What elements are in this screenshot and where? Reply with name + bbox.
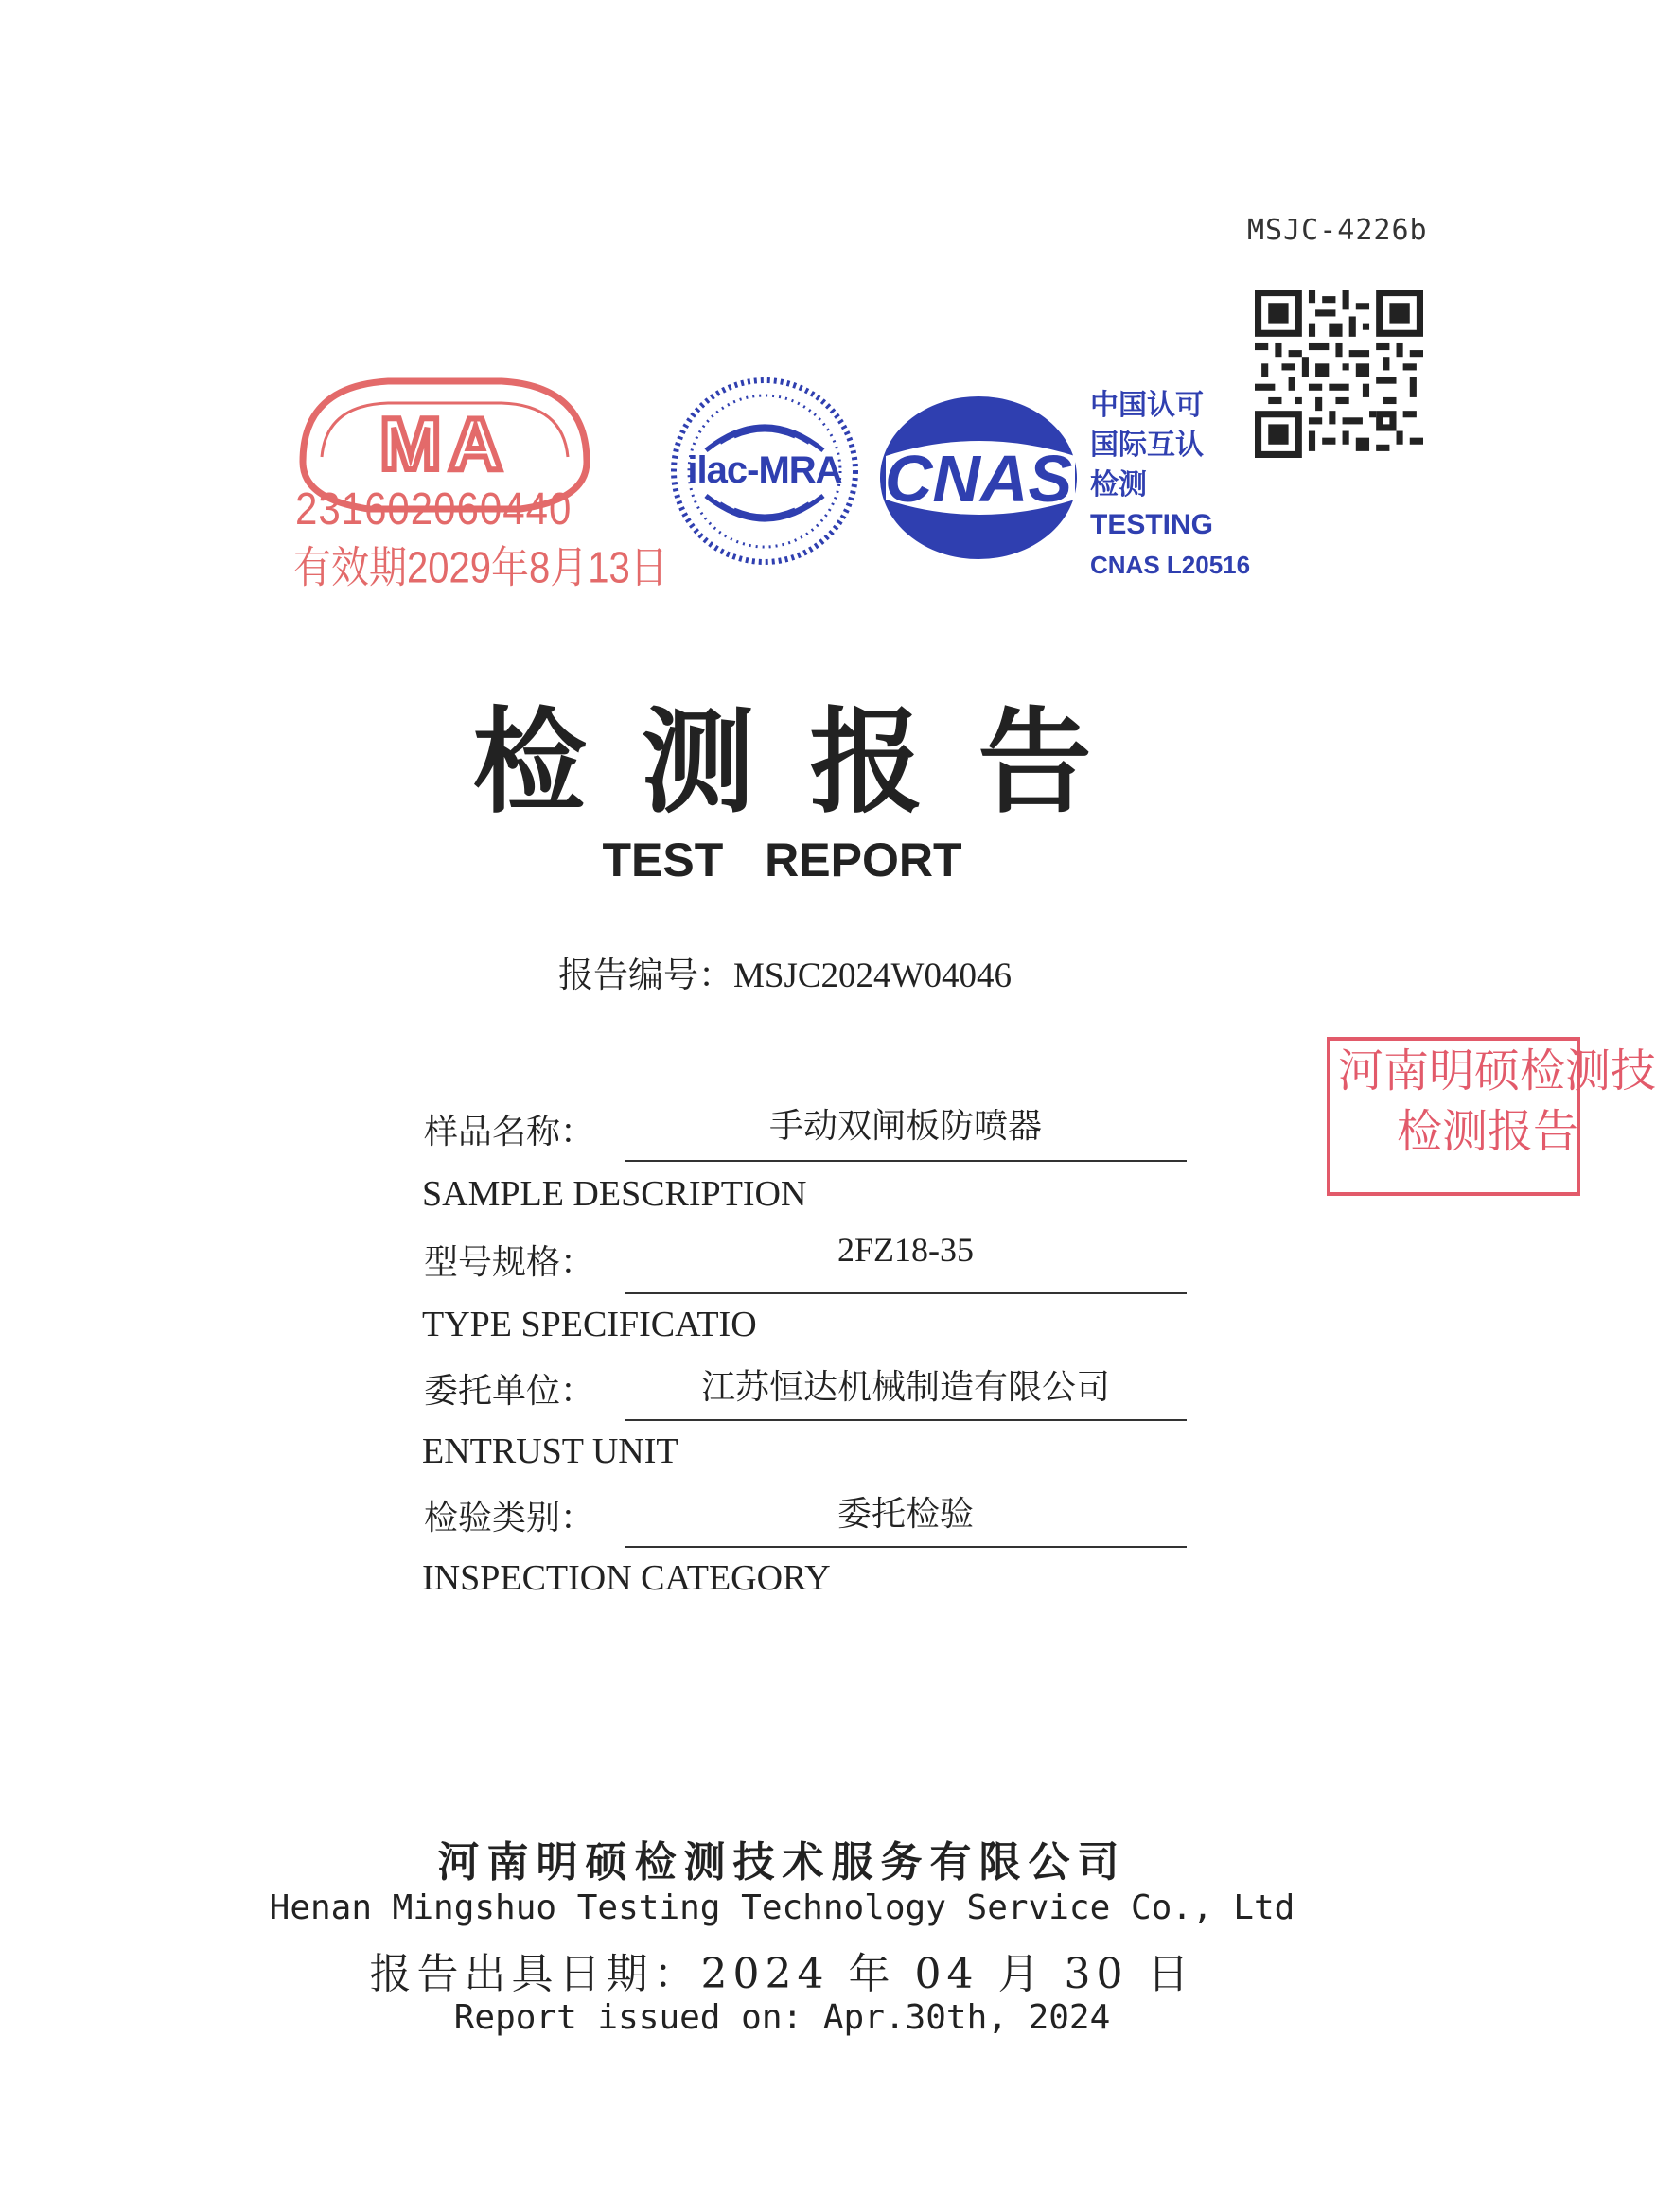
ilac-mra-logo (668, 375, 861, 568)
field-type-spec-label-en: TYPE SPECIFICATIO (422, 1305, 757, 1344)
report-number-label: 报告编号： (558, 955, 733, 995)
report-title-en: TEST REPORT (602, 834, 962, 887)
ma-logo-text: MA (379, 402, 510, 485)
cnas-line-4: TESTING (1090, 509, 1214, 540)
field-entrust-unit-label-en: ENTRUST UNIT (422, 1431, 678, 1471)
issuer-company-en: Henan Mingshuo Testing Technology Service Co., Ltd (269, 1888, 1295, 1927)
company-seal-stamp (1327, 1037, 1656, 1196)
qr-code-icon (1255, 290, 1423, 458)
field-underline (625, 1546, 1187, 1548)
field-sample-description-label-en: SAMPLE DESCRIPTION (422, 1174, 807, 1214)
field-sample-name-label: 样品名称： (424, 1113, 595, 1151)
field-type-spec-label: 型号规格： (424, 1243, 595, 1282)
field-sample-name-value: 手动双闸板防喷器 (768, 1107, 1042, 1146)
company-seal-line-2: 检测报告 (1397, 1105, 1579, 1158)
ilac-logo-text: ilac-MRA (687, 449, 842, 491)
field-entrust-unit-label: 委托单位： (424, 1372, 595, 1411)
field-inspection-category-label: 检验类别： (424, 1499, 595, 1537)
cnas-line-5: CNAS L20516 (1090, 551, 1251, 579)
issue-date-en: Report issued on: Apr.30th, 2024 (453, 1998, 1111, 2037)
ma-stamp-number: 231602060440 (295, 483, 573, 535)
ma-stamp-validity: 有效期2029年8月13日 (293, 544, 668, 592)
field-underline (625, 1292, 1187, 1294)
cnas-logo (867, 388, 1094, 568)
field-inspection-category-value: 委托检验 (837, 1495, 974, 1534)
field-inspection-category-label-en: INSPECTION CATEGORY (422, 1558, 831, 1598)
issue-date-cn: 报告出具日期：2024 年 04 月 30 日 (369, 1950, 1195, 1998)
cnas-logo-text: CNAS (884, 442, 1073, 516)
company-seal-line-1: 河南明硕检测技 (1338, 1045, 1656, 1097)
cnas-line-2: 国际互认 (1090, 430, 1204, 461)
field-underline (625, 1419, 1187, 1421)
cnas-line-3: 检测 (1090, 469, 1147, 500)
issuer-company-cn: 河南明硕检测技术服务有限公司 (437, 1838, 1127, 1887)
report-number (558, 946, 1012, 997)
field-entrust-unit-value: 江苏恒达机械制造有限公司 (700, 1368, 1110, 1407)
cnas-line-1: 中国认可 (1090, 390, 1204, 421)
field-type-spec-value: 2FZ18-35 (837, 1231, 974, 1269)
document-code: MSJC-4226b (1247, 214, 1428, 247)
field-underline (625, 1160, 1187, 1162)
report-title-cn: 检测报告 (472, 695, 1147, 829)
cnas-accreditation-text (1090, 386, 1250, 585)
report-number-value: MSJC2024W04046 (733, 957, 1012, 995)
